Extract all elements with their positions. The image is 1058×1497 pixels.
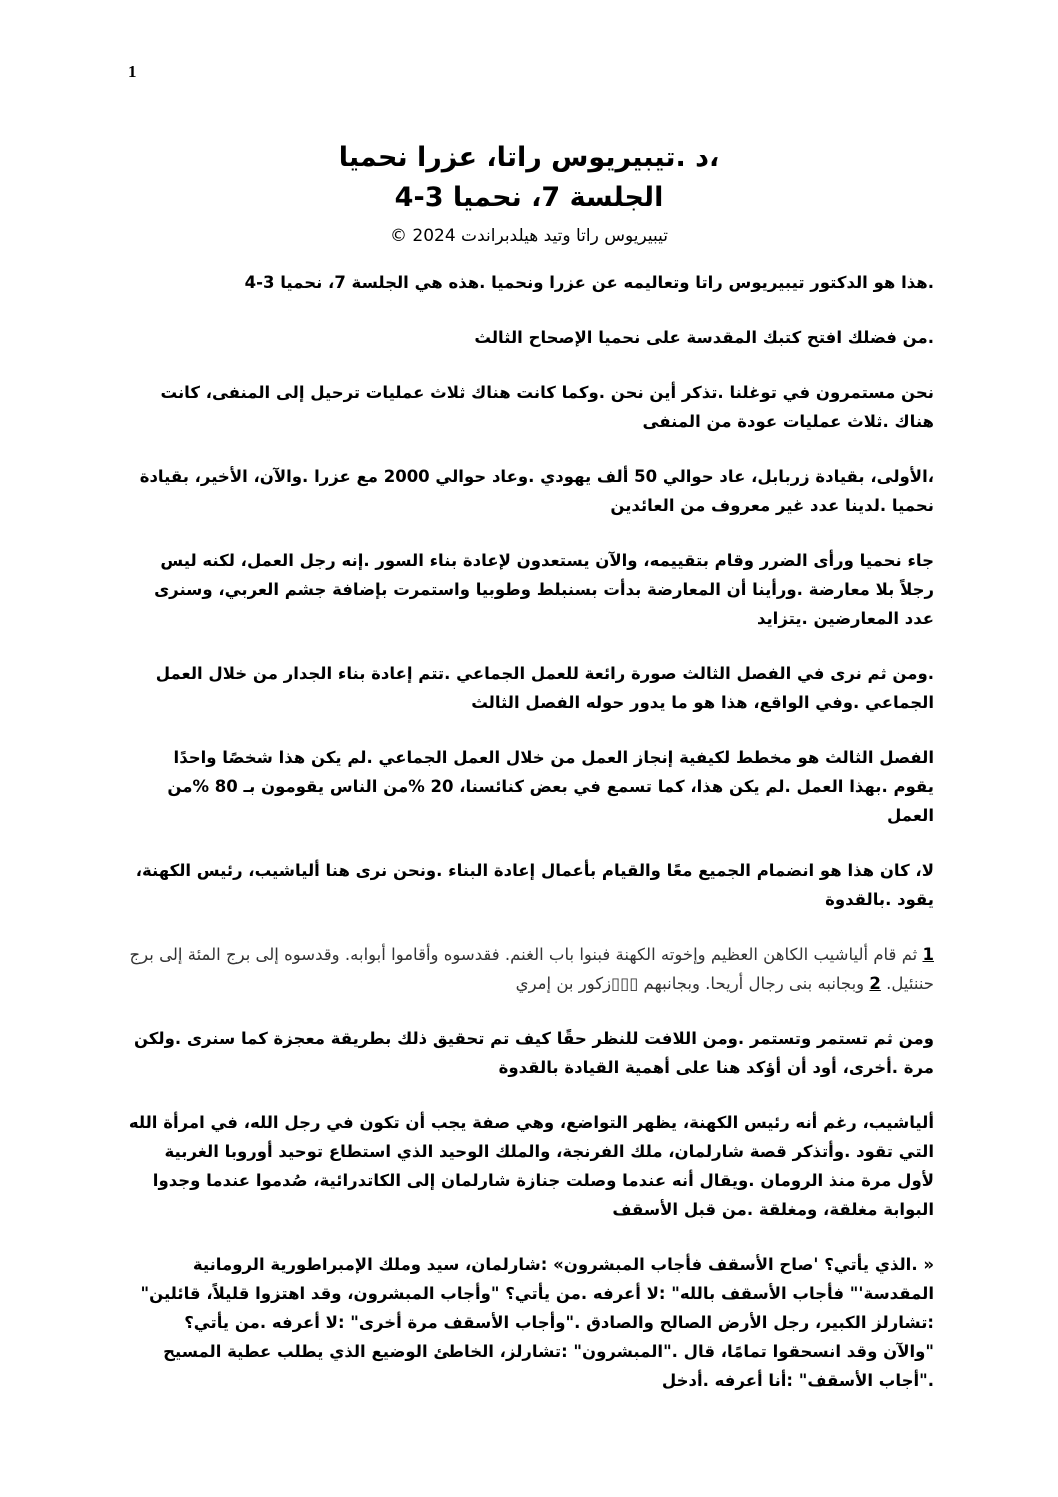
paragraph: .ومن ثم نرى في الفصل الثالث صورة رائعة للعمل الجماعي .تتم إعادة بناء الجدار من خلال العمل الجماعي .وفي الواقع، هذا هو ما يدور حوله الفصل الثالث <box>155 664 934 712</box>
paragraph: ومن ثم تستمر وتستمر .ومن اللافت للنظر حقًا كيف تم تحقيق ذلك بطريقة معجزة كما سنرى .ولكن مرة .أخرى، أود أن أؤكد هنا على أهمية القيادة بالقدوة <box>133 1029 934 1077</box>
copyright-notice: تيبيريوس راتا وتيد هيلدبراندت 2024 © <box>389 226 669 246</box>
verse-text: ثم قام ألياشيب الكاهن العظيم وإخوته الكهنة فبنوا باب الغنم. فقدسوه وأقاموا أبوابه. وقدسوه إلى برج المئة إلى برج حننئيل. <box>129 945 934 993</box>
open-bible-paragraph: .من فضلك افتح كتبك المقدسة على نحميا الإصحاح الثالث <box>474 328 934 347</box>
paragraph: الفصل الثالث هو مخطط لكيفية إنجاز العمل من خلال العمل الجماعي .لم يكن هذا شخصًا واحدًا يقوم .بهذا العمل .لم يكن هذا، كما تسمع في بعض كنائسنا، 20 %من الناس يقومون بـ 80 %من العمل <box>167 748 934 825</box>
intro-paragraph: .هذا هو الدكتور تيبيريوس راتا وتعاليمه عن عزرا ونحميا .هذه هي الجلسة 7، نحميا 3-4 <box>244 273 934 292</box>
verse-text: وبجانبه بنى رجال أريحا. وبجانبهم ▯▯▯زكور بن إمري <box>515 974 865 993</box>
paragraph: « .الذي يأتي؟ 'صاح الأسقف فأجاب المبشرون» :شارلمان، سيد وملك الإمبراطورية الرومانية المقدسة'" فأجاب الأسقف بالله" :لا أعرفه .من يأتي؟ "وأجاب المبشرون، وقد اهتزوا قليلاً، قائلين" :تشارلز الكبير، رجل الأرض الصالح والصادق ."وأجاب الأسقف مرة أخرى" :لا أعرفه .من يأتي؟ "والآن وقد انسحقوا تمامًا، قال ."المبشرون" :تشارلز، الخاطئ الوضيع الذي يطلب عطية المسيح ."أجاب الأسقف" :أنا أعرفه .أدخل <box>140 1255 934 1390</box>
verse-number: 1 <box>922 945 934 964</box>
page-number: 1 <box>128 62 137 81</box>
scripture-quote <box>128 940 934 998</box>
document-body <box>128 268 934 1421</box>
paragraph: جاء نحميا ورأى الضرر وقام بتقييمه، والآن يستعدون لإعادة بناء السور .إنه رجل العمل، لكنه ليس رجلاً بلا معارضة .ورأينا أن المعارضة بدأت بسنبلط وطوبيا واستمرت بإضافة جشم العربي، وسنرى عدد المعارضين .يتزايد <box>154 551 934 628</box>
paragraph: ألياشيب، رغم أنه رئيس الكهنة، يظهر التواضع، وهي صفة يجب أن تكون في رجل الله، في امرأة الله التي تقود .وأتذكر قصة شارلمان، ملك الفرنجة، والملك الوحيد الذي استطاع توحيد أوروبا الغربية لأول مرة منذ الرومان .ويقال أنه عندما وصلت جنازة شارلمان إلى الكاتدرائية، صُدموا عندما وجدوا البوابة مغلقة، ومغلقة .من قبل الأسقف <box>128 1113 934 1219</box>
document-title: ،د .تيبيريوس راتا، عزرا نحميا <box>338 142 720 173</box>
document-header <box>140 138 918 250</box>
session-title: الجلسة 7، نحميا 3-4 <box>394 182 664 213</box>
paragraph: ،الأولى، بقيادة زربابل، عاد حوالي 50 ألف يهودي .وعاد حوالي 2000 مع عزرا .والآن، الأخير، بقيادة نحميا .لدينا عدد غير معروف من العائدين <box>139 467 934 515</box>
verse-number: 2 <box>869 974 881 993</box>
paragraph: نحن مستمرون في توغلنا .تذكر أين نحن .وكما كانت هناك ثلاث عمليات ترحيل إلى المنفى، كانت هناك .ثلاث عمليات عودة من المنفى <box>160 383 934 431</box>
paragraph: لا، كان هذا هو انضمام الجميع معًا والقيام بأعمال إعادة البناء .ونحن نرى هنا ألياشيب، رئيس الكهنة، يقود .بالقدوة <box>135 861 934 909</box>
